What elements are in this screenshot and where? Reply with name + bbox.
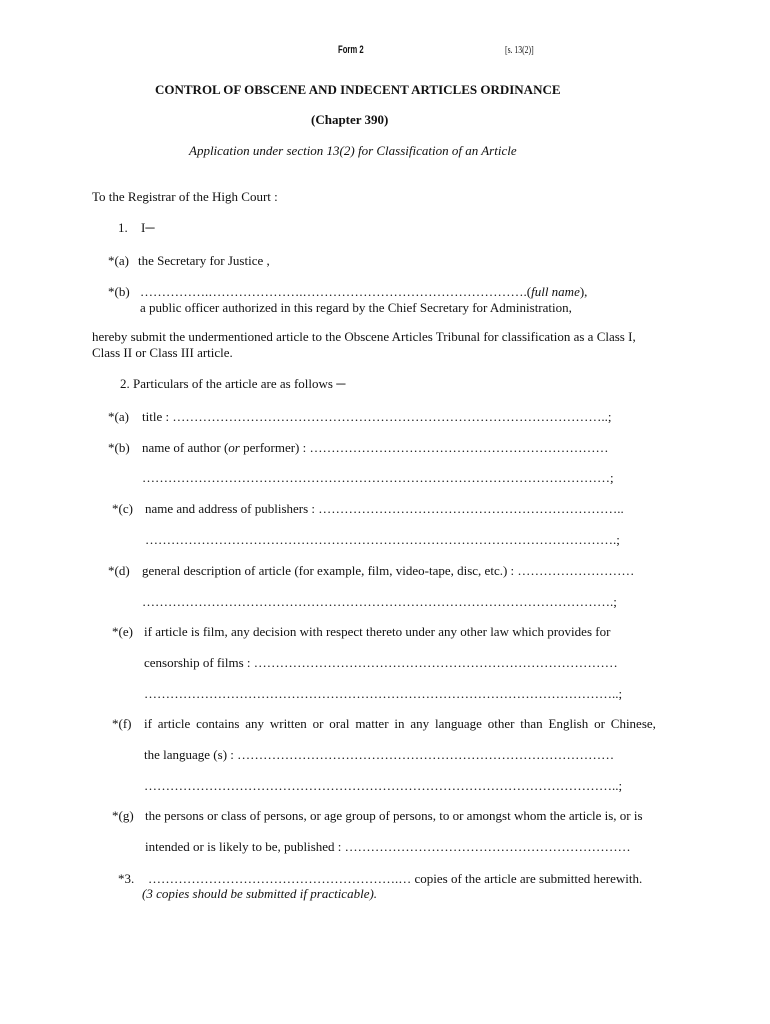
censorship-field-line2[interactable]: ………………………………………………………………………………………………..; [144, 686, 623, 701]
para2-g-text: the persons or class of persons, or age group of persons, to or amongst whom the article is, or is [145, 808, 643, 823]
para1-a-text: the Secretary for Justice , [138, 253, 270, 268]
full-name-label: full name [531, 284, 580, 299]
submit-statement-line2: Class II or Class III article. [92, 345, 233, 360]
chapter-number: (Chapter 390) [311, 112, 389, 127]
para2-e-text: if article is film, any decision with respect thereto under any other law which provides for [144, 624, 611, 639]
para2-e-label: *(e) [112, 624, 133, 639]
para1-lead: I─ [141, 220, 155, 235]
title-field[interactable]: title : ………………………………………………………………………………………..; [142, 409, 612, 424]
publishers-field[interactable]: name and address of publishers : …………………………………………………………….. [145, 501, 624, 516]
document-subtitle: Application under section 13(2) for Classification of an Article [189, 143, 517, 158]
full-name-paren-close: ), [579, 284, 588, 299]
submit-statement-line1: hereby submit the undermentioned article to the Obscene Articles Tribunal for classification as a Class I, [92, 329, 636, 344]
description-field[interactable]: general description of article (for example, film, video-tape, disc, etc.) : ……………………… [142, 563, 635, 578]
language-field[interactable]: the language (s) : …………………………………………………………………………… [144, 747, 615, 762]
full-name-paren-open: ( [526, 284, 532, 299]
para1-b-line2: a public officer authorized in this regard by the Chief Secretary for Administration, [140, 300, 572, 315]
para2-g-label: *(g) [112, 808, 134, 823]
author-label-or: or [228, 440, 240, 455]
author-field[interactable] [142, 440, 609, 456]
para2-c-label: *(c) [112, 501, 133, 516]
language-field-line2[interactable]: ………………………………………………………………………………………………..; [144, 778, 623, 793]
para3-label: *3. [118, 871, 135, 886]
author-label-post: performer) : …………………………………………………………… [239, 440, 609, 455]
para2-a-label: *(a) [108, 409, 129, 424]
para2-f-text: if article contains any written or oral matter in any language other than English or Chinese, [144, 716, 656, 731]
author-label-pre: name of author ( [142, 440, 229, 455]
censorship-field[interactable]: censorship of films : ………………………………………………………………………… [144, 655, 618, 670]
para2-b-label: *(b) [108, 440, 130, 455]
audience-field[interactable]: intended or is likely to be, published : ………………………………………………………… [145, 839, 631, 854]
para1-a-label: *(a) [108, 253, 129, 268]
section-reference: [s. 13(2)] [505, 44, 534, 56]
para2-d-label: *(d) [108, 563, 130, 578]
addressee: To the Registrar of the High Court : [92, 189, 278, 204]
para2-f-label: *(f) [112, 716, 132, 731]
para1-b-label: *(b) [108, 284, 130, 299]
para2-intro: 2. Particulars of the article are as follows ─ [120, 376, 346, 391]
full-name-field[interactable] [140, 284, 587, 300]
copies-note: (3 copies should be submitted if practicable). [142, 886, 378, 901]
full-name-dots: …………….………………….……………………………………………. [140, 284, 527, 299]
author-field-line2[interactable]: ………………………………………………………………………………………………; [142, 470, 614, 485]
publishers-field-line2[interactable]: ……………………………………………………………………………………………….; [145, 532, 620, 547]
description-field-line2[interactable]: ……………………………………………………………………………………………….; [142, 594, 617, 609]
copies-field[interactable]: ………………………………………………….… copies of the article are submitted herewith. [148, 871, 643, 886]
document-title: CONTROL OF OBSCENE AND INDECENT ARTICLES ORDINANCE [155, 82, 561, 97]
form-number: Form 2 [338, 44, 364, 56]
para1-number: 1. [118, 220, 128, 235]
